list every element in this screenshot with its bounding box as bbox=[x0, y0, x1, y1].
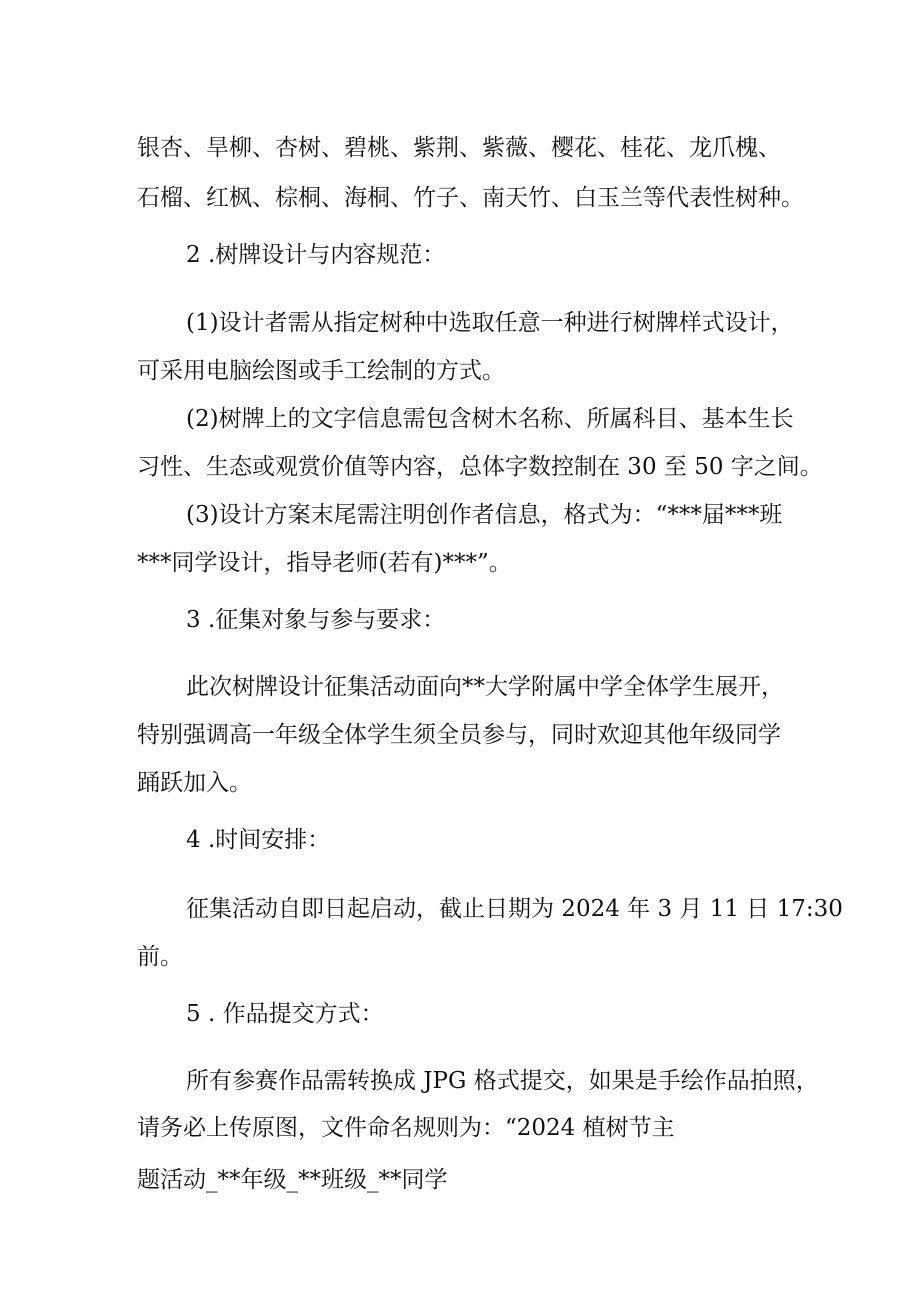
text-line: 请务必上传原图，文件命名规则为：“2024 植树节主 bbox=[137, 1115, 675, 1141]
section-heading-3: 3 .征集对象与参与要求： bbox=[186, 607, 446, 633]
section-heading-2: 2 .树牌设计与内容规范： bbox=[186, 242, 446, 268]
text-line: 特别强调高一年级全体学生须全员参与，同时欢迎其他年级同学 bbox=[137, 722, 781, 748]
section-heading-5: 5 . 作品提交方式： bbox=[186, 1001, 384, 1027]
text-line: 所有参赛作品需转换成 JPG 格式提交，如果是手绘作品拍照， bbox=[186, 1068, 819, 1094]
text-line: 题活动_**年级_**班级_**同学 bbox=[137, 1167, 448, 1193]
text-line: (2)树牌上的文字信息需包含树木名称、所属科目、基本生长 bbox=[186, 406, 794, 432]
section-heading-4: 4 .时间安排： bbox=[186, 827, 331, 853]
text-line: 前。 bbox=[137, 944, 183, 970]
text-line: 踊跃加入。 bbox=[137, 770, 252, 796]
text-line: 习性、生态或观赏价值等内容，总体字数控制在 30 至 50 字之间。 bbox=[137, 454, 823, 480]
text-line: 石榴、红枫、棕桐、海桐、竹子、南天竹、白玉兰等代表性树种。 bbox=[137, 185, 804, 211]
text-line: 此次树牌设计征集活动面向**大学附属中学全体学生展开， bbox=[186, 674, 784, 700]
text-line: 征集活动自即日起启动，截止日期为 2024 年 3 月 11 日 17:30 bbox=[186, 896, 843, 922]
text-line: (3)设计方案末尾需注明创作者信息，格式为：“***届***班 bbox=[186, 502, 783, 528]
text-line: ***同学设计，指导老师(若有)***”。 bbox=[137, 550, 512, 576]
text-line: 可采用电脑绘图或手工绘制的方式。 bbox=[137, 358, 505, 384]
text-line: 银杏、旱柳、杏树、碧桃、紫荆、紫薇、樱花、桂花、龙爪槐、 bbox=[137, 135, 781, 161]
text-line: (1)设计者需从指定树种中选取任意一种进行树牌样式设计， bbox=[186, 310, 794, 336]
